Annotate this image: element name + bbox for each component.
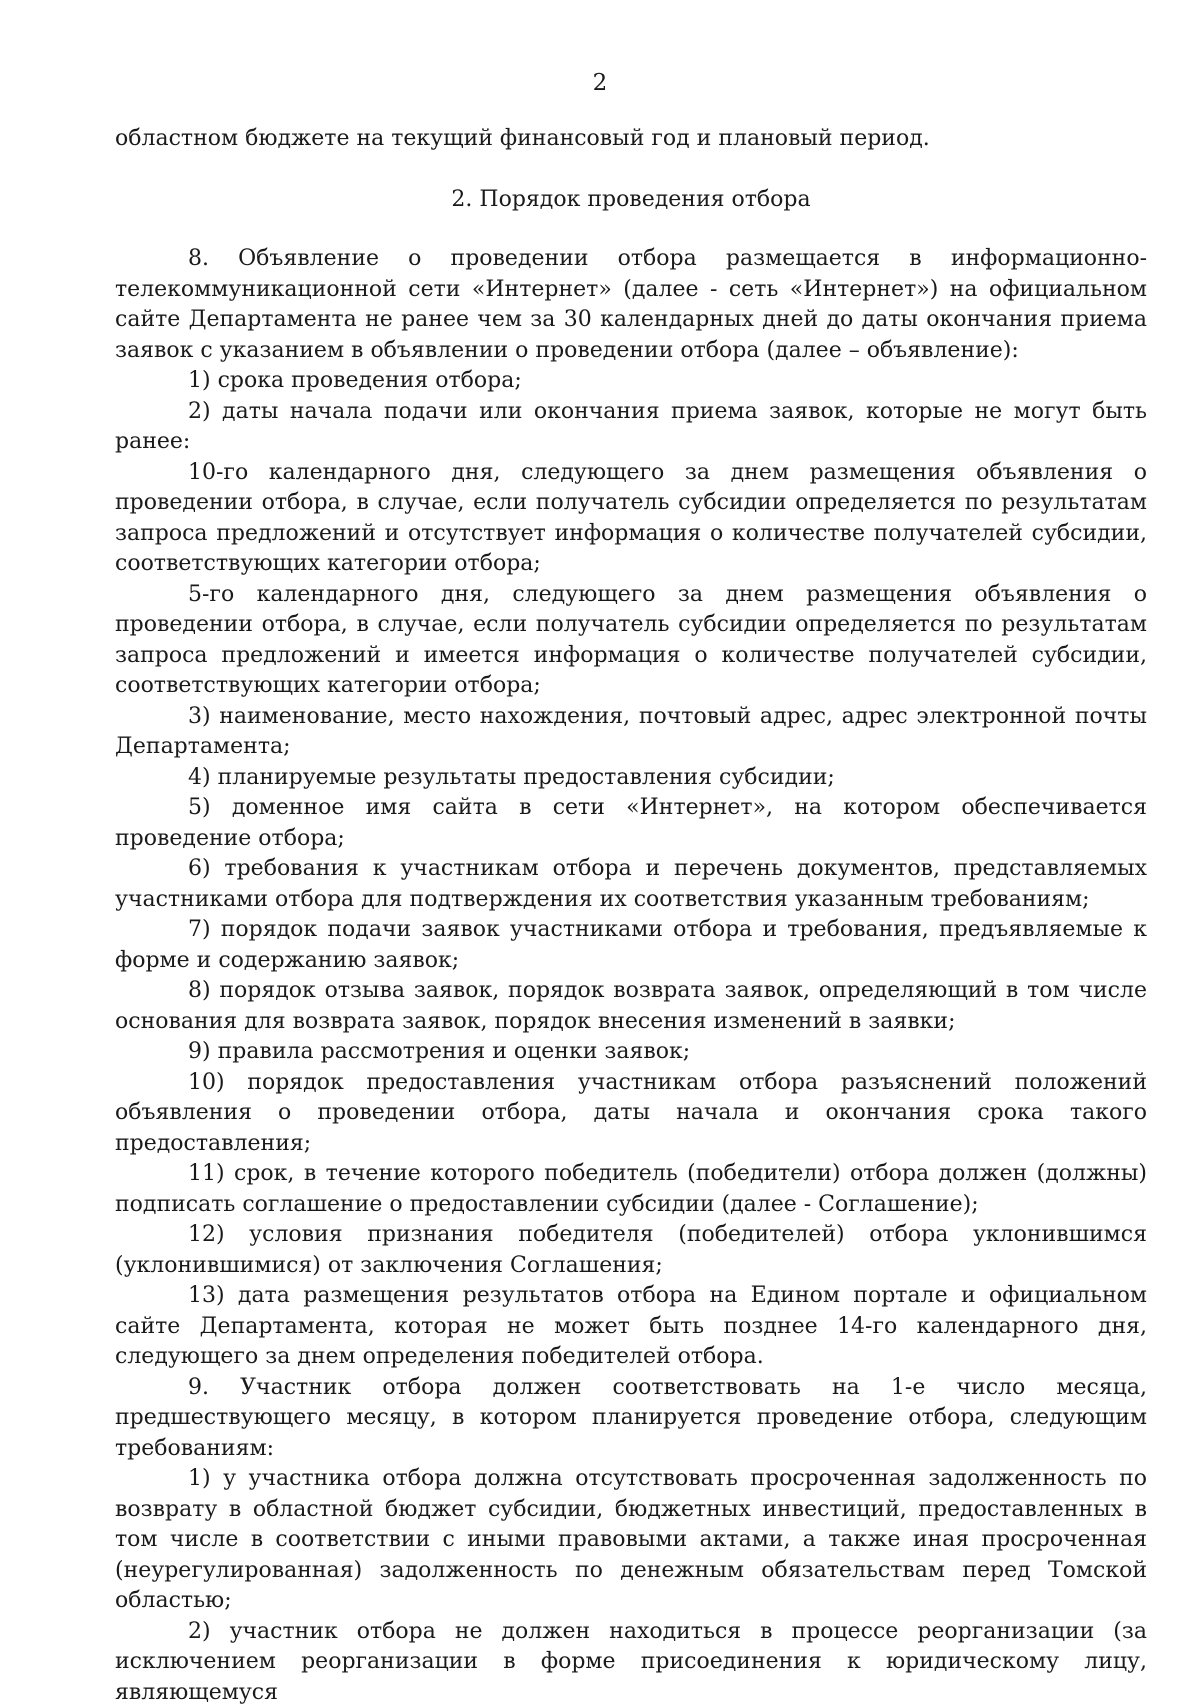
list-item-8-11: 11) срок, в течение которого победитель (победители) отбора должен (должны) подписать соглашение о предоставлении субсидии (далее - Соглашение); [115,1159,1147,1220]
list-item-8-9: 9) правила рассмотрения и оценки заявок; [115,1037,1147,1068]
list-item-8-6: 6) требования к участникам отбора и перечень документов, представляемых участниками отбора для подтверждения их соответствия указанным требованиям; [115,854,1147,915]
list-item-8-5: 5) доменное имя сайта в сети «Интернет», на котором обеспечивается проведение отбора; [115,793,1147,854]
list-item-9-1: 1) у участника отбора должна отсутствовать просроченная задолженность по возврату в областной бюджет субсидии, бюджетных инвестиций, предоставленных в том числе в соответствии с иными правовыми актами, а также иная просроченная (неурегулированная) задолженность по денежным обязательствам перед Томской областью; [115,1464,1147,1617]
paragraph-8: 8. Объявление о проведении отбора размещается в информационно-телекоммуникационной сети «Интернет» (далее - сеть «Интернет») на официальном сайте Департамента не ранее чем за 30 календарных дней до даты окончания приема заявок с указанием в объявлении о проведении отбора (далее – объявление): [115,244,1147,366]
list-item-8-4: 4) планируемые результаты предоставления субсидии; [115,763,1147,794]
list-item-8-12: 12) условия признания победителя (победителей) отбора уклонившимся (уклонившимися) от заключения Соглашения; [115,1220,1147,1281]
list-item-8-2: 2) даты начала подачи или окончания приема заявок, которые не могут быть ранее: [115,397,1147,458]
lead-paragraph: областном бюджете на текущий финансовый год и плановый период. [115,124,1147,155]
list-item-8-2-b: 5-го календарного дня, следующего за днем размещения объявления о проведении отбора, в случае, если получатель субсидии определяется по результатам запроса предложений и имеется информация о количестве получателей субсидии, соответствующих категории отбора; [115,580,1147,702]
list-item-8-3: 3) наименование, место нахождения, почтовый адрес, адрес электронной почты Департамента; [115,702,1147,763]
list-item-8-10: 10) порядок предоставления участникам отбора разъяснений положений объявления о проведении отбора, даты начала и окончания срока такого предоставления; [115,1068,1147,1160]
list-item-8-13: 13) дата размещения результатов отбора на Едином портале и официальном сайте Департамента, которая не может быть позднее 14-го календарного дня, следующего за днем определения победителей отбора. [115,1281,1147,1373]
paragraph-9: 9. Участник отбора должен соответствовать на 1-е число месяца, предшествующего месяцу, в котором планируется проведение отбора, следующим требованиям: [115,1373,1147,1465]
list-item-8-8: 8) порядок отзыва заявок, порядок возврата заявок, определяющий в том числе основания для возврата заявок, порядок внесения изменений в заявки; [115,976,1147,1037]
list-item-8-1: 1) срока проведения отбора; [115,366,1147,397]
page-number: 2 [0,68,1200,98]
list-item-8-2-a: 10-го календарного дня, следующего за днем размещения объявления о проведении отбора, в случае, если получатель субсидии определяется по результатам запроса предложений и отсутствует информация о количестве получателей субсидии, соответствующих категории отбора; [115,458,1147,580]
document-body [115,124,1147,1708]
list-item-9-2: 2) участник отбора не должен находиться в процессе реорганизации (за исключением реорганизации в форме присоединения к юридическому лицу, являющемуся [115,1617,1147,1708]
list-item-8-7: 7) порядок подачи заявок участниками отбора и требования, предъявляемые к форме и содержанию заявок; [115,915,1147,976]
section-heading: 2. Порядок проведения отбора [115,185,1147,216]
